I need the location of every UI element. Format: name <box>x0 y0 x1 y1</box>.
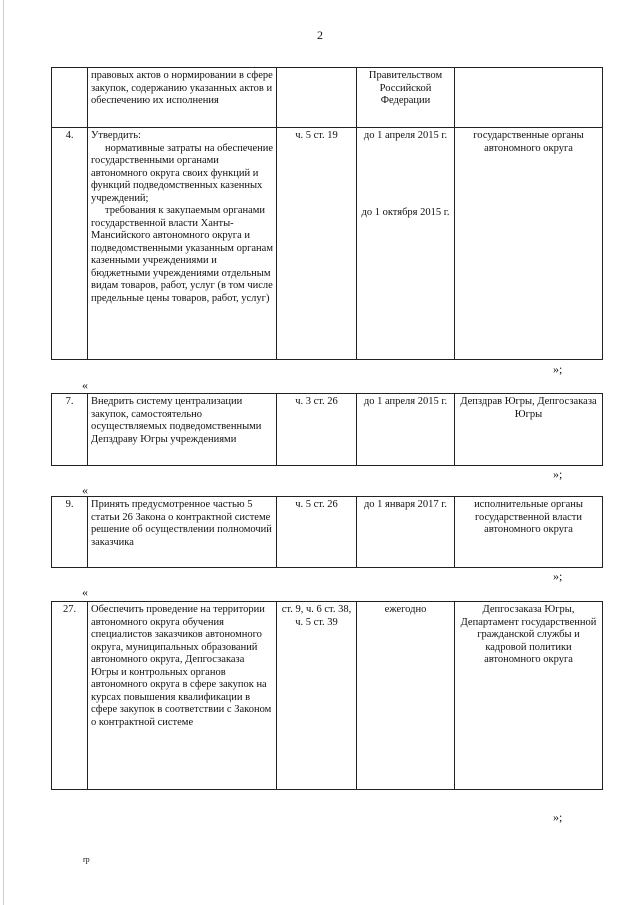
plan-table-part-4 <box>51 601 603 790</box>
opening-quote-mark: « <box>82 585 88 599</box>
row-article: ст. 9, ч. 6 ст. 38, ч. 5 ст. 39 <box>277 602 357 790</box>
row-deadline: ежегодно <box>357 602 455 790</box>
row-number: 9. <box>52 497 88 568</box>
row-text-paragraph: требования к закупаемым органами государственной власти Ханты-Мансийского автономного округа и подведомственными указанным органам казенными учреждениями и бюджетными учреждениями отдельным видам товаров, работ, услуг (в том числе предельные цены товаров, работ, услуг) <box>91 205 273 304</box>
table-row <box>52 497 603 568</box>
footer-mark: rp <box>83 855 90 864</box>
row-responsible: Депздрав Югры, Депгосзаказа Югры <box>455 394 603 466</box>
row-responsible <box>455 68 603 128</box>
row-number: 27. <box>52 602 88 790</box>
page-number: 2 <box>317 28 323 42</box>
row-article: ч. 5 ст. 19 <box>277 128 357 360</box>
row-deadline <box>357 128 455 360</box>
row-text: Внедрить систему централизации закупок, самостоятельно осуществляемых подведомственными Депздраву Югры учреждениями <box>88 394 277 466</box>
deadline-1: до 1 апреля 2015 г. <box>363 130 448 141</box>
row-number: 4. <box>52 128 88 360</box>
row-article <box>277 68 357 128</box>
table-row <box>52 602 603 790</box>
row-responsible: Депгосзаказа Югры, Департамент государственной гражданской службы и кадровой политики автономного округа <box>455 602 603 790</box>
row-article: ч. 3 ст. 26 <box>277 394 357 466</box>
row-number: 7. <box>52 394 88 466</box>
row-text-paragraph: нормативные затраты на обеспечение государственными органами автономного округа своих функций и функций подведомственных казенных учреждений; <box>91 142 274 204</box>
page-scan-edge <box>3 0 4 905</box>
row-deadline: до 1 января 2017 г. <box>357 497 455 568</box>
plan-table-part-2 <box>51 393 603 466</box>
row-text-paragraph: Утвердить: <box>91 130 141 141</box>
row-deadline: до 1 апреля 2015 г. <box>357 394 455 466</box>
closing-quote-mark: »; <box>553 810 563 824</box>
deadline-2: до 1 октября 2015 г. <box>361 206 450 218</box>
row-text: Обеспечить проведение на территории автономного округа обучения специалистов заказчиков автономного округа, муниципальных образований автономного округа, Депгосзаказа Югры и контрольных органов автономного округа в сфере закупок на курсах повышения квалификации в сфере закупок в соответствии с Законом о контрактной системе <box>88 602 277 790</box>
row-responsible: исполнительные органы государственной власти автономного округа <box>455 497 603 568</box>
row-text: Принять предусмотренное частью 5 статьи 26 Закона о контрактной системе решение об осуществлении полномочий заказчика <box>88 497 277 568</box>
plan-table-part-1 <box>51 67 603 360</box>
row-number <box>52 68 88 128</box>
opening-quote-mark: « <box>82 483 88 497</box>
row-text: правовых актов о нормировании в сфере закупок, содержанию указанных актов и обеспечению их исполнения <box>88 68 277 128</box>
table-row <box>52 394 603 466</box>
closing-quote-mark: »; <box>553 467 563 481</box>
closing-quote-mark: »; <box>553 569 563 583</box>
opening-quote-mark: « <box>82 378 88 392</box>
row-responsible: государственные органы автономного округа <box>455 128 603 360</box>
row-text <box>88 128 277 360</box>
closing-quote-mark: »; <box>553 362 563 376</box>
row-deadline: Правительством Российской Федерации <box>357 68 455 128</box>
row-article: ч. 5 ст. 26 <box>277 497 357 568</box>
plan-table-part-3 <box>51 496 603 568</box>
table-row <box>52 128 603 360</box>
table-row <box>52 68 603 128</box>
